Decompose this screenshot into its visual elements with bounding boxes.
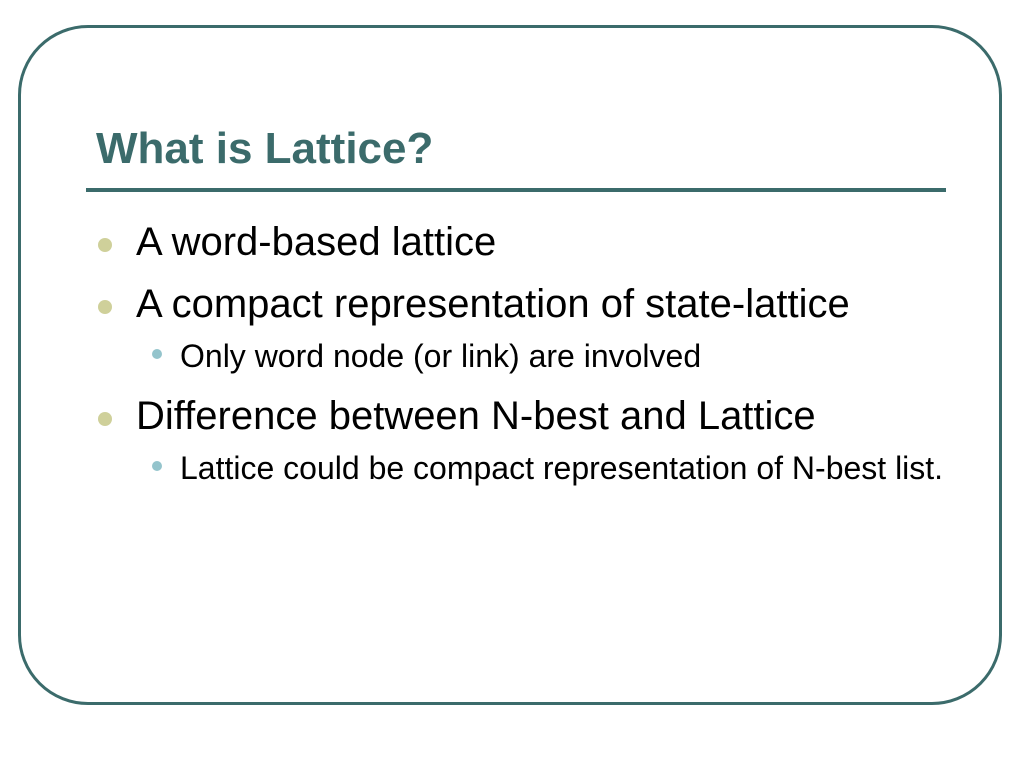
bullet-item (96, 280, 946, 328)
bullet-item (96, 392, 946, 440)
bullet-dot-icon (98, 300, 112, 314)
slide-content (96, 218, 946, 504)
bullet-text: Difference between N-best and Lattice (136, 394, 816, 438)
title-underline (86, 188, 946, 192)
sub-bullet-item (96, 448, 946, 488)
sub-bullet-dot-icon (152, 461, 162, 471)
bullet-dot-icon (98, 412, 112, 426)
bullet-text: A word-based lattice (136, 220, 497, 264)
bullet-item (96, 218, 946, 266)
sub-bullet-item (96, 336, 946, 376)
bullet-text: A compact representation of state-lattice (136, 282, 850, 326)
sub-bullet-text: Only word node (or link) are involved (180, 338, 702, 374)
sub-bullet-dot-icon (152, 349, 162, 359)
slide-title: What is Lattice? (96, 124, 434, 173)
bullet-dot-icon (98, 238, 112, 252)
sub-bullet-text: Lattice could be compact representation of N-best list. (180, 450, 944, 486)
